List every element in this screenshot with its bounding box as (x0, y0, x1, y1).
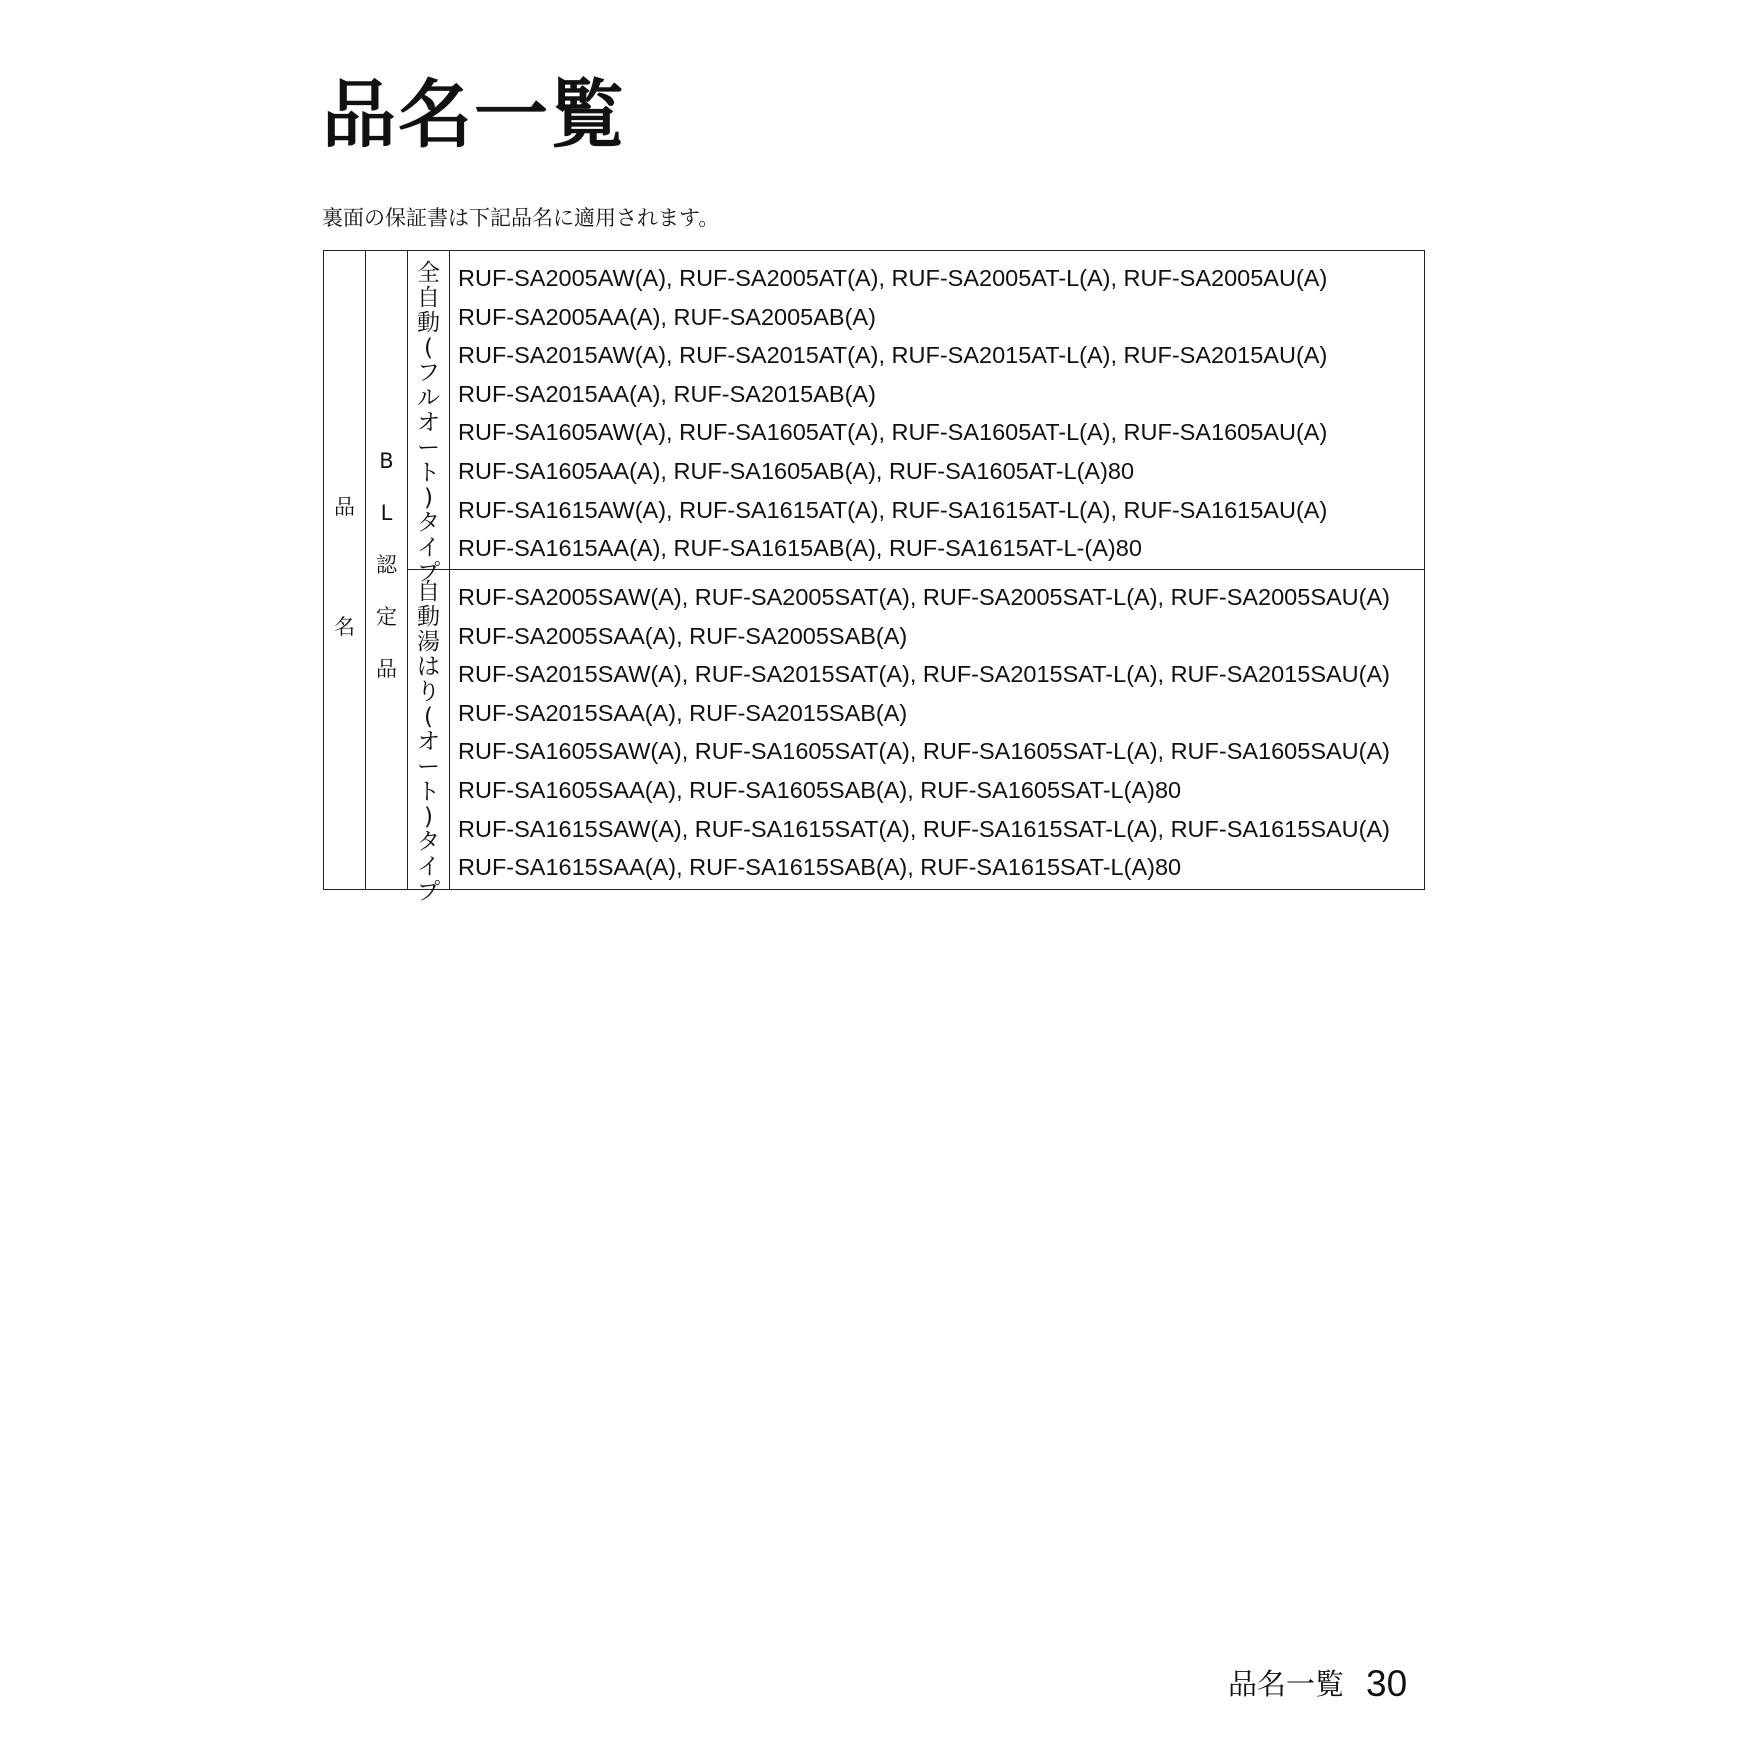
model-row: RUF-SA1615AA(A), RUF-SA1615AB(A), RUF-SA1615AT-L-(A)80 (458, 535, 1142, 562)
model-row: RUF-SA1605AA(A), RUF-SA1605AB(A), RUF-SA1605AT-L(A)80 (458, 457, 1135, 484)
vertical-char: 動 (417, 310, 440, 336)
vertical-char: ル (417, 385, 440, 411)
model-row: RUF-SA2005SAW(A), RUF-SA2005SAT(A), RUF-SA2005SAT-L(A), RUF-SA2005SAU(A) (458, 584, 1390, 610)
type-cell-auto (408, 570, 450, 905)
model-row: RUF-SA2015AA(A), RUF-SA2015AB(A) (458, 380, 876, 407)
vertical-char: ( (424, 335, 433, 361)
bl-certified-header (366, 449, 407, 709)
product-name-header-cell (324, 251, 366, 889)
model-row: RUF-SA2005AA(A), RUF-SA2005AB(A) (458, 303, 876, 330)
intro-text: 裏面の保証書は下記品名に適用されます。 (322, 206, 720, 230)
vertical-char: 自 (417, 285, 440, 311)
model-row: RUF-SA1615SAW(A), RUF-SA1615SAT(A), RUF-SA1615SAT-L(A), RUF-SA1615SAU(A) (458, 815, 1390, 842)
vertical-char: ー (417, 754, 440, 780)
model-row: RUF-SA1605AW(A), RUF-SA1605AT(A), RUF-SA1605AT-L(A), RUF-SA1605AU(A) (458, 419, 1328, 446)
vertical-char: 品 (376, 657, 397, 681)
page-number: 30 (1366, 1663, 1408, 1704)
vertical-char: ト (417, 779, 440, 805)
vertical-char: L (380, 501, 393, 525)
full-auto-section (408, 251, 1424, 586)
vertical-char: B (379, 449, 394, 473)
model-list-auto (458, 578, 1390, 887)
vertical-char: タ (417, 510, 440, 536)
footer-label: 品名一覧 (1228, 1667, 1345, 1701)
vertical-char: ト (417, 460, 440, 486)
vertical-char: フ (417, 360, 440, 386)
model-row: RUF-SA1615AW(A), RUF-SA1615AT(A), RUF-SA1615AT-L(A), RUF-SA1615AU(A) (458, 496, 1328, 523)
vertical-char: オ (417, 410, 440, 436)
vertical-char: タ (417, 829, 440, 855)
type-label-auto (408, 580, 449, 905)
model-row: RUF-SA2005SAA(A), RUF-SA2005SAB(A) (458, 622, 908, 649)
product-name-header (324, 495, 365, 735)
vertical-char: ) (424, 804, 433, 830)
vertical-char: 全 (417, 260, 440, 286)
type-cell-full-auto (408, 251, 450, 586)
product-table (323, 250, 1425, 905)
vertical-char: り (417, 679, 440, 705)
vertical-char: 品 (334, 495, 355, 519)
vertical-char: は (417, 654, 440, 680)
vertical-char: ( (424, 704, 433, 730)
vertical-char: 動 (417, 604, 440, 630)
auto-section (408, 570, 1424, 905)
vertical-char: 湯 (417, 629, 440, 655)
model-row: RUF-SA2005AW(A), RUF-SA2005AT(A), RUF-SA2005AT-L(A), RUF-SA2005AU(A) (458, 265, 1328, 291)
model-row: RUF-SA2015SAW(A), RUF-SA2015SAT(A), RUF-SA2015SAT-L(A), RUF-SA2015SAU(A) (458, 661, 1390, 688)
page-footer (1228, 1665, 1407, 1702)
vertical-char: ) (424, 485, 433, 511)
model-row: RUF-SA2015SAA(A), RUF-SA2015SAB(A) (458, 699, 908, 726)
model-row: RUF-SA2015AW(A), RUF-SA2015AT(A), RUF-SA2015AT-L(A), RUF-SA2015AU(A) (458, 342, 1328, 369)
model-list-full-auto (458, 259, 1327, 568)
model-row: RUF-SA1605SAW(A), RUF-SA1605SAT(A), RUF-SA1605SAT-L(A), RUF-SA1605SAU(A) (458, 738, 1390, 765)
vertical-char: オ (417, 729, 440, 755)
vertical-char: 名 (334, 615, 355, 639)
vertical-char: 認 (376, 553, 397, 577)
vertical-char: イ (417, 854, 440, 880)
model-row: RUF-SA1605SAA(A), RUF-SA1605SAB(A), RUF-SA1605SAT-L(A)80 (458, 776, 1182, 803)
vertical-char: 自 (417, 579, 440, 605)
vertical-char: プ (417, 879, 440, 905)
model-row: RUF-SA1615SAA(A), RUF-SA1615SAB(A), RUF-SA1615SAT-L(A)80 (458, 854, 1182, 881)
bl-certified-header-cell (366, 251, 408, 889)
vertical-char: イ (417, 535, 440, 561)
page-title: 品名一覧 (322, 72, 626, 158)
vertical-char: ー (417, 435, 440, 461)
type-label-full-auto (408, 261, 449, 586)
vertical-char: プ (417, 560, 440, 586)
vertical-char: 定 (376, 605, 397, 629)
